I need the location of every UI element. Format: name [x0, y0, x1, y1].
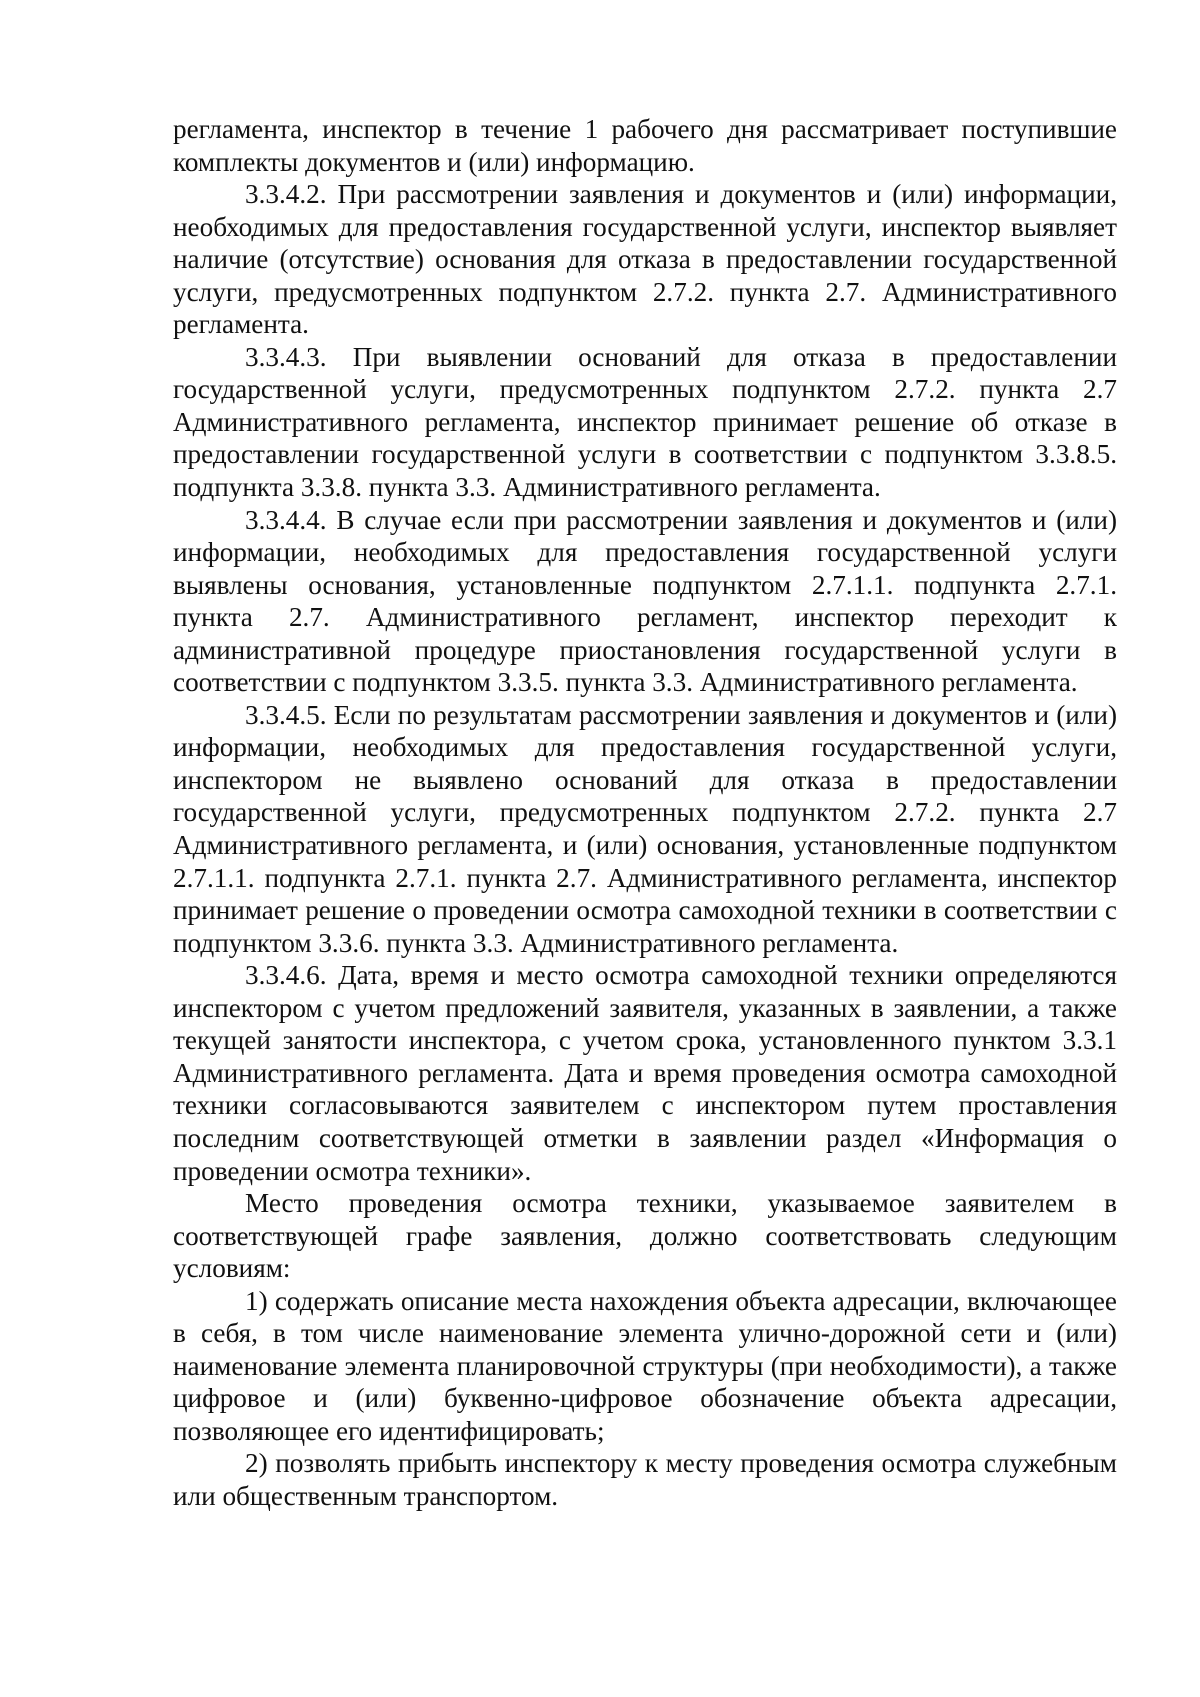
- paragraph-3-3-4-6: 3.3.4.6. Дата, время и место осмотра самоходной техники определяются инспектором с учетом предложений заявителя, указанных в заявлении, а также текущей занятости инспектора, с учетом срока, установленного пунктом 3.3.1 Административного регламента. Дата и время проведения осмотра самоходной техники согласовываются заявителем с инспектором путем проставления последним соответствующей отметки в заявлении раздел «Информация о проведении осмотра техники».: [173, 960, 1117, 1186]
- paragraph-3-3-4-2: 3.3.4.2. При рассмотрении заявления и документов и (или) информации, необходимых для предоставления государственной услуги, инспектор выявляет наличие (отсутствие) основания для отказа в предоставлении государственной услуги, предусмотренных подпунктом 2.7.2. пункта 2.7. Административного регламента.: [173, 179, 1117, 340]
- paragraph-continuation: регламента, инспектор в течение 1 рабочего дня рассматривает поступившие комплекты документов и (или) информацию.: [173, 114, 1117, 177]
- list-item-1: 1) содержать описание места нахождения объекта адресации, включающее в себя, в том числе наименование элемента улично-дорожной сети и (или) наименование элемента планировочной структуры (при необходимости), а также цифровое и (или) буквенно-цифровое обозначение объекта адресации, позволяющее его идентифицировать;: [173, 1285, 1117, 1446]
- document-body: [173, 113, 1117, 1513]
- list-item-2: 2) позволять прибыть инспектору к месту проведения осмотра служебным или общественным транспортом.: [173, 1448, 1117, 1511]
- paragraph-3-3-4-5: 3.3.4.5. Если по результатам рассмотрении заявления и документов и (или) информации, необходимых для предоставления государственной услуги, инспектором не выявлено оснований для отказа в предоставлении государственной услуги, предусмотренных подпунктом 2.7.2. пункта 2.7 Административного регламента, и (или) основания, установленные подпунктом 2.7.1.1. подпункта 2.7.1. пункта 2.7. Административного регламента, инспектор принимает решение о проведении осмотра самоходной техники в соответствии с подпунктом 3.3.6. пункта 3.3. Административного регламента.: [173, 699, 1117, 958]
- paragraph-3-3-4-3: 3.3.4.3. При выявлении оснований для отказа в предоставлении государственной услуги, предусмотренных подпунктом 2.7.2. пункта 2.7 Административного регламента, инспектор принимает решение об отказе в предоставлении государственной услуги в соответствии с подпунктом 3.3.8.5. подпункта 3.3.8. пункта 3.3. Административного регламента.: [173, 341, 1117, 503]
- paragraph-inspection-place: Место проведения осмотра техники, указываемое заявителем в соответствующей графе заявления, должно соответствовать следующим условиям:: [173, 1188, 1117, 1284]
- paragraph-3-3-4-4: 3.3.4.4. В случае если при рассмотрении заявления и документов и (или) информации, необходимых для предоставления государственной услуги выявлены основания, установленные подпунктом 2.7.1.1. подпункта 2.7.1. пункта 2.7. Административного регламент, инспектор переходит к административной процедуре приостановления государственной услуги в соответствии с подпунктом 3.3.5. пункта 3.3. Административного регламента.: [173, 504, 1117, 698]
